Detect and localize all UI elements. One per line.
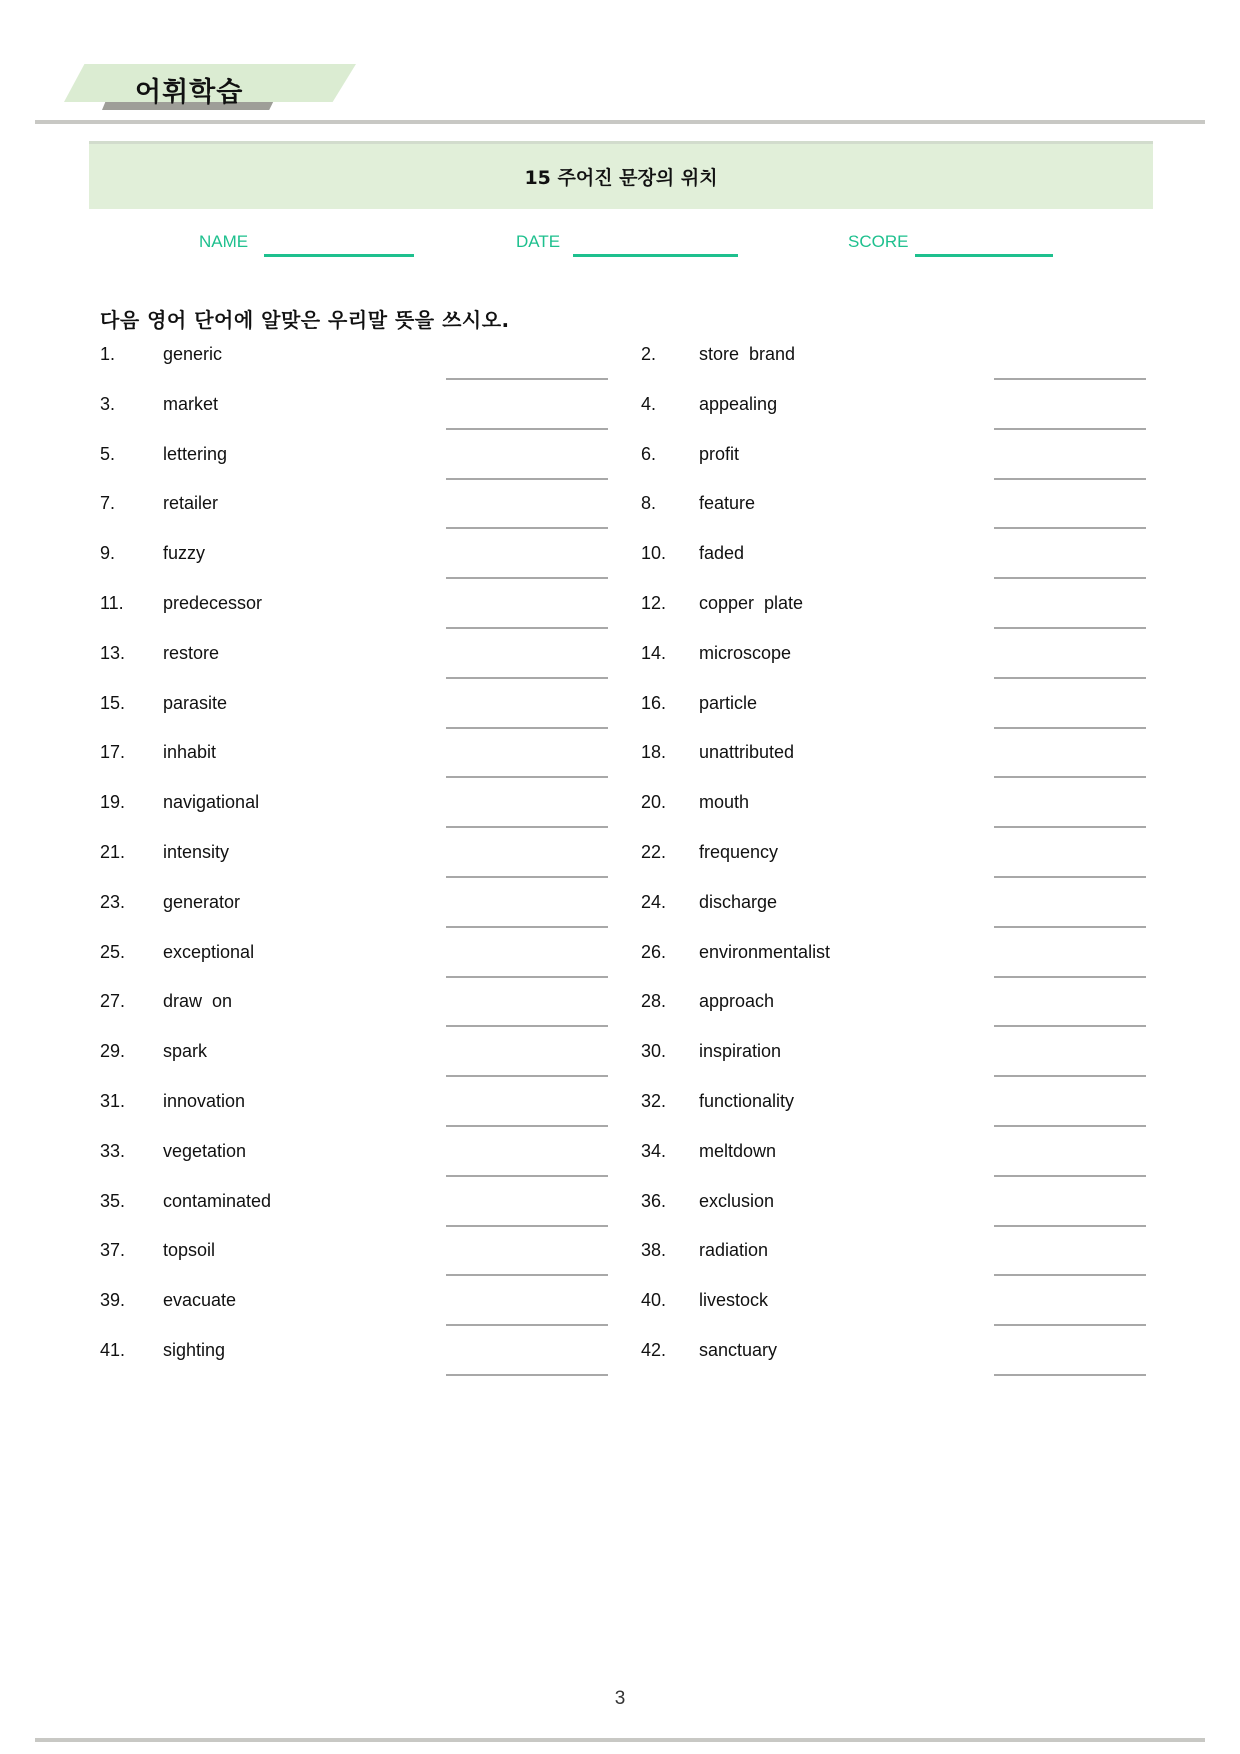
vocab-word: feature: [699, 493, 756, 514]
vocab-word: store brand: [699, 344, 796, 364]
item-number: 21.: [100, 842, 126, 862]
item-number: 29.: [100, 1041, 126, 1062]
vocab-word: meltdown: [699, 1140, 777, 1161]
item-number: 1.: [100, 344, 116, 364]
vocab-word: mouth: [699, 792, 750, 813]
item-number: 17.: [100, 742, 126, 763]
answer-blank[interactable]: [446, 926, 608, 928]
vocab-word: livestock: [699, 1290, 769, 1311]
answer-blank[interactable]: [446, 527, 608, 529]
item-number: 36.: [641, 1190, 667, 1211]
vocab-word: copper plate: [699, 593, 804, 613]
vocab-word: faded: [699, 543, 745, 564]
item-number: 12.: [641, 593, 667, 613]
answer-blank[interactable]: [446, 1374, 608, 1376]
item-number: 22.: [641, 842, 667, 862]
answer-blank[interactable]: [446, 826, 608, 828]
item-number: 3.: [100, 393, 116, 414]
answer-blank[interactable]: [994, 1175, 1146, 1177]
item-number: 34.: [641, 1140, 667, 1161]
item-number: 18.: [641, 742, 667, 763]
item-number: 4.: [641, 393, 657, 414]
item-number: 28.: [641, 991, 667, 1012]
answer-blank[interactable]: [446, 1274, 608, 1276]
vocab-word: appealing: [699, 393, 778, 414]
vocab-word: inhabit: [163, 742, 217, 763]
name-label: NAME: [199, 232, 249, 251]
answer-blank[interactable]: [994, 1225, 1146, 1227]
vocab-word: exceptional: [163, 941, 255, 962]
score-label: SCORE: [848, 232, 909, 251]
vocab-word: market: [163, 393, 219, 414]
item-number: 32.: [641, 1091, 667, 1111]
vocab-word: generic: [163, 344, 223, 364]
vocab-word: topsoil: [163, 1240, 216, 1261]
header-divider: [35, 120, 1205, 124]
answer-blank[interactable]: [994, 1025, 1146, 1027]
answer-blank[interactable]: [446, 577, 608, 579]
item-number: 39.: [100, 1290, 126, 1311]
footer-divider: [35, 1738, 1205, 1742]
instruction-text: 다음 영어 단어에 알맞은 우리말 뜻을 쓰시오.: [100, 308, 510, 332]
item-number: 9.: [100, 543, 116, 564]
answer-blank[interactable]: [446, 378, 608, 380]
vocab-word: vegetation: [163, 1140, 247, 1161]
answer-blank[interactable]: [446, 1075, 608, 1077]
item-number: 23.: [100, 891, 126, 912]
answer-blank[interactable]: [446, 478, 608, 480]
vocab-word: generator: [163, 891, 241, 912]
page-number: 3: [614, 1688, 626, 1709]
score-field[interactable]: [915, 254, 1053, 257]
vocab-word: retailer: [163, 493, 219, 514]
item-number: 26.: [641, 941, 667, 962]
item-number: 10.: [641, 543, 667, 564]
section-title: 어휘학습: [135, 77, 244, 108]
vocab-word: profit: [699, 443, 740, 464]
item-number: 38.: [641, 1240, 667, 1261]
item-number: 6.: [641, 443, 657, 464]
answer-blank[interactable]: [446, 677, 608, 679]
answer-blank[interactable]: [994, 727, 1146, 729]
answer-blank[interactable]: [994, 677, 1146, 679]
vocab-word: predecessor: [163, 593, 263, 613]
item-number: 16.: [641, 692, 667, 713]
answer-blank[interactable]: [994, 428, 1146, 430]
item-number: 30.: [641, 1041, 667, 1062]
answer-blank[interactable]: [994, 776, 1146, 778]
answer-blank[interactable]: [446, 627, 608, 629]
vocab-word: functionality: [699, 1091, 795, 1111]
answer-blank[interactable]: [446, 776, 608, 778]
item-number: 11.: [100, 593, 124, 613]
item-number: 31.: [100, 1091, 126, 1111]
answer-blank[interactable]: [446, 1324, 608, 1326]
answer-blank[interactable]: [446, 876, 608, 878]
item-number: 27.: [100, 991, 126, 1012]
vocab-word: approach: [699, 991, 775, 1012]
item-number: 42.: [641, 1340, 667, 1360]
answer-blank[interactable]: [994, 826, 1146, 828]
answer-blank[interactable]: [994, 1075, 1146, 1077]
item-number: 40.: [641, 1290, 667, 1311]
vocab-word: navigational: [163, 792, 260, 813]
vocab-word: intensity: [163, 842, 230, 862]
date-label: DATE: [516, 232, 561, 251]
vocab-word: sighting: [163, 1340, 226, 1360]
worksheet-title: 15 주어진 문장의 위치: [524, 167, 718, 189]
vocab-word: restore: [163, 642, 220, 663]
vocab-word: discharge: [699, 891, 778, 912]
item-number: 7.: [100, 493, 116, 514]
answer-blank[interactable]: [994, 876, 1146, 878]
name-field[interactable]: [264, 254, 414, 257]
item-number: 5.: [100, 443, 116, 464]
vocab-word: frequency: [699, 842, 779, 862]
item-number: 14.: [641, 642, 667, 663]
vocab-word: fuzzy: [163, 543, 206, 564]
item-number: 35.: [100, 1190, 126, 1211]
answer-blank[interactable]: [446, 428, 608, 430]
answer-blank[interactable]: [994, 378, 1146, 380]
answer-blank[interactable]: [446, 1125, 608, 1127]
item-number: 20.: [641, 792, 667, 813]
answer-blank[interactable]: [994, 926, 1146, 928]
vocab-word: particle: [699, 692, 758, 713]
vocab-word: evacuate: [163, 1290, 237, 1311]
vocab-word: inspiration: [699, 1041, 782, 1062]
vocab-word: draw on: [163, 991, 233, 1012]
item-number: 24.: [641, 891, 667, 912]
item-number: 15.: [100, 692, 126, 713]
answer-blank[interactable]: [994, 478, 1146, 480]
vocab-word: innovation: [163, 1091, 246, 1111]
vocab-word: unattributed: [699, 742, 795, 763]
answer-blank[interactable]: [994, 627, 1146, 629]
vocab-word: parasite: [163, 692, 228, 713]
answer-blank[interactable]: [994, 577, 1146, 579]
vocab-word: environmentalist: [699, 941, 831, 962]
vocab-word: radiation: [699, 1240, 769, 1261]
vocab-word: lettering: [163, 443, 228, 464]
vocab-word: spark: [163, 1041, 208, 1062]
answer-blank[interactable]: [994, 976, 1146, 978]
answer-blank[interactable]: [446, 727, 608, 729]
item-number: 2.: [641, 344, 657, 364]
item-number: 19.: [100, 792, 126, 813]
answer-blank[interactable]: [994, 1125, 1146, 1127]
answer-blank[interactable]: [994, 1324, 1146, 1326]
vocab-word: exclusion: [699, 1190, 775, 1211]
section-tab: [64, 54, 364, 114]
answer-blank[interactable]: [994, 1274, 1146, 1276]
answer-blank[interactable]: [446, 1225, 608, 1227]
item-number: 33.: [100, 1140, 126, 1161]
answer-blank[interactable]: [994, 527, 1146, 529]
vocab-word: sanctuary: [699, 1340, 778, 1360]
item-number: 25.: [100, 941, 126, 962]
item-number: 41.: [100, 1340, 126, 1360]
answer-blank[interactable]: [446, 1025, 608, 1027]
answer-blank[interactable]: [994, 1374, 1146, 1376]
item-number: 37.: [100, 1240, 126, 1261]
answer-blank[interactable]: [446, 1175, 608, 1177]
date-field[interactable]: [573, 254, 738, 257]
worksheet-banner: [89, 141, 1153, 209]
item-number: 8.: [641, 493, 657, 514]
vocab-word: contaminated: [163, 1190, 272, 1211]
answer-blank[interactable]: [446, 976, 608, 978]
item-number: 13.: [100, 642, 126, 663]
vocab-word: microscope: [699, 642, 792, 663]
